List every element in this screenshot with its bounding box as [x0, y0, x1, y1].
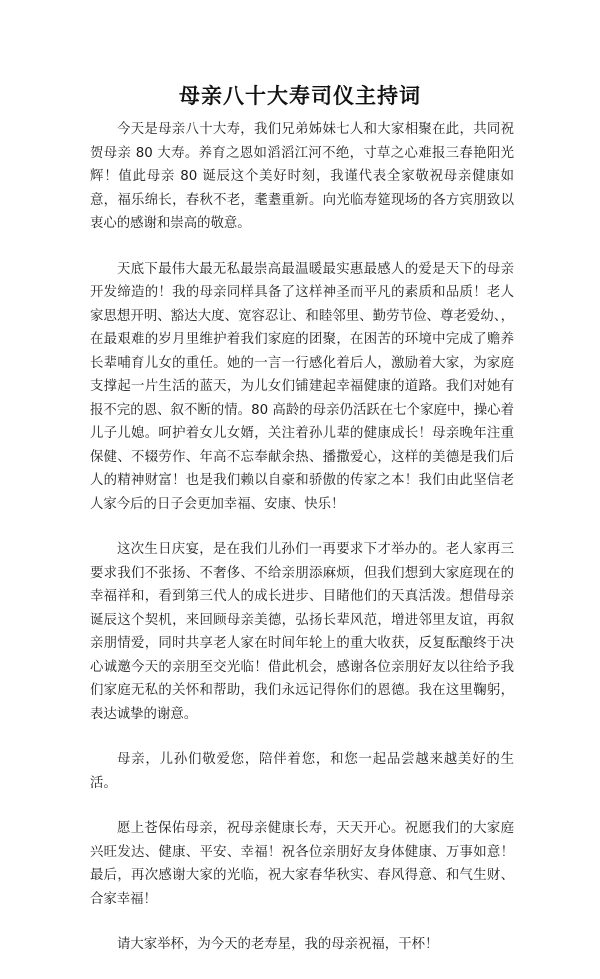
paragraph-celebration-reason: 这次生日庆宴，是在我们儿孙们一再要求下才举办的。老人家再三要求我们不张扬、不奢侈、不给亲朋添麻烦，但我们想到大家庭现在的幸福祥和，看到第三代人的成长进步、目睹他们的天真活泼。想借母亲诞辰这个契机，来回顾母亲美德，弘扬长辈风范，增进邻里友谊，再叙亲朋情爱，同时共享老人家在时间年轮上的重大收获，反复酝酿终于决心诚邀今天的亲朋至交光临！借此机会，感谢各位亲朋好友以往给予我们家庭无私的关怀和帮助，我们永远记得你们的恩德。我在这里鞠躬，表达诚挚的谢意。: [90, 542, 514, 722]
paragraph-love-to-mother: 母亲，儿孙们敬爱您，陪伴着您，和您一起品尝越来越美好的生活。: [90, 752, 514, 791]
paragraph-blessings: 愿上苍保佑母亲，祝母亲健康长寿，天天开心。祝愿我们的大家庭兴旺发达、健康、平安、幸福！祝各位亲朋好友身体健康、万事如意！最后，再次感谢大家的光临，祝大家春华秋实、春风得意、和气生财、合家幸福！: [90, 821, 514, 907]
document-body: [90, 118, 514, 979]
document-title: 母亲八十大寿司仪主持词: [179, 84, 421, 108]
paragraph-opening: 今天是母亲八十大寿，我们兄弟姊妹七人和大家相聚在此，共同祝贺母亲 80 大寿。养育之恩如滔滔江河不绝，寸草之心难报三春艳阳光辉！值此母亲 80 诞辰这个美好时刻，我谨代表全家敬祝母亲健康如意，福乐绵长，春秋不老，耄耋重新。向光临寿筵现场的各方宾朋致以衷心的感谢和崇高的敬意。: [90, 122, 514, 231]
paragraph-mother-virtues: 天底下最伟大最无私最崇高最温暖最实惠最感人的爱是天下的母亲开发缔造的！我的母亲同样具备了这样神圣而平凡的素质和品质！老人家思想开明、豁达大度、宽容忍让、和睦邻里、勤劳节俭、尊老爱幼、，在最艰难的岁月里维护着我们家庭的团聚，在困苦的环境中完成了赡养长辈哺育儿女的重任。她的一言一行感化着后人，激励着大家，为家庭支撑起一片生活的蓝天，为儿女们铺建起幸福健康的道路。我们对她有报不完的恩、叙不断的情。80 高龄的母亲仍活跃在七个家庭中，操心着儿子儿媳。呵护着女儿女婿，关注着孙儿辈的健康成长！母亲晚年注重保健、不辍劳作、年高不忘奉献余热、播撒爱心，这样的美德是我们后人的精神财富！也是我们赖以自豪和骄傲的传家之本！我们由此坚信老人家今后的日子会更加幸福、安康、快乐！: [90, 261, 514, 512]
paragraph-toast: 请大家举杯，为今天的老寿星，我的母亲祝福，干杯！: [117, 937, 439, 952]
